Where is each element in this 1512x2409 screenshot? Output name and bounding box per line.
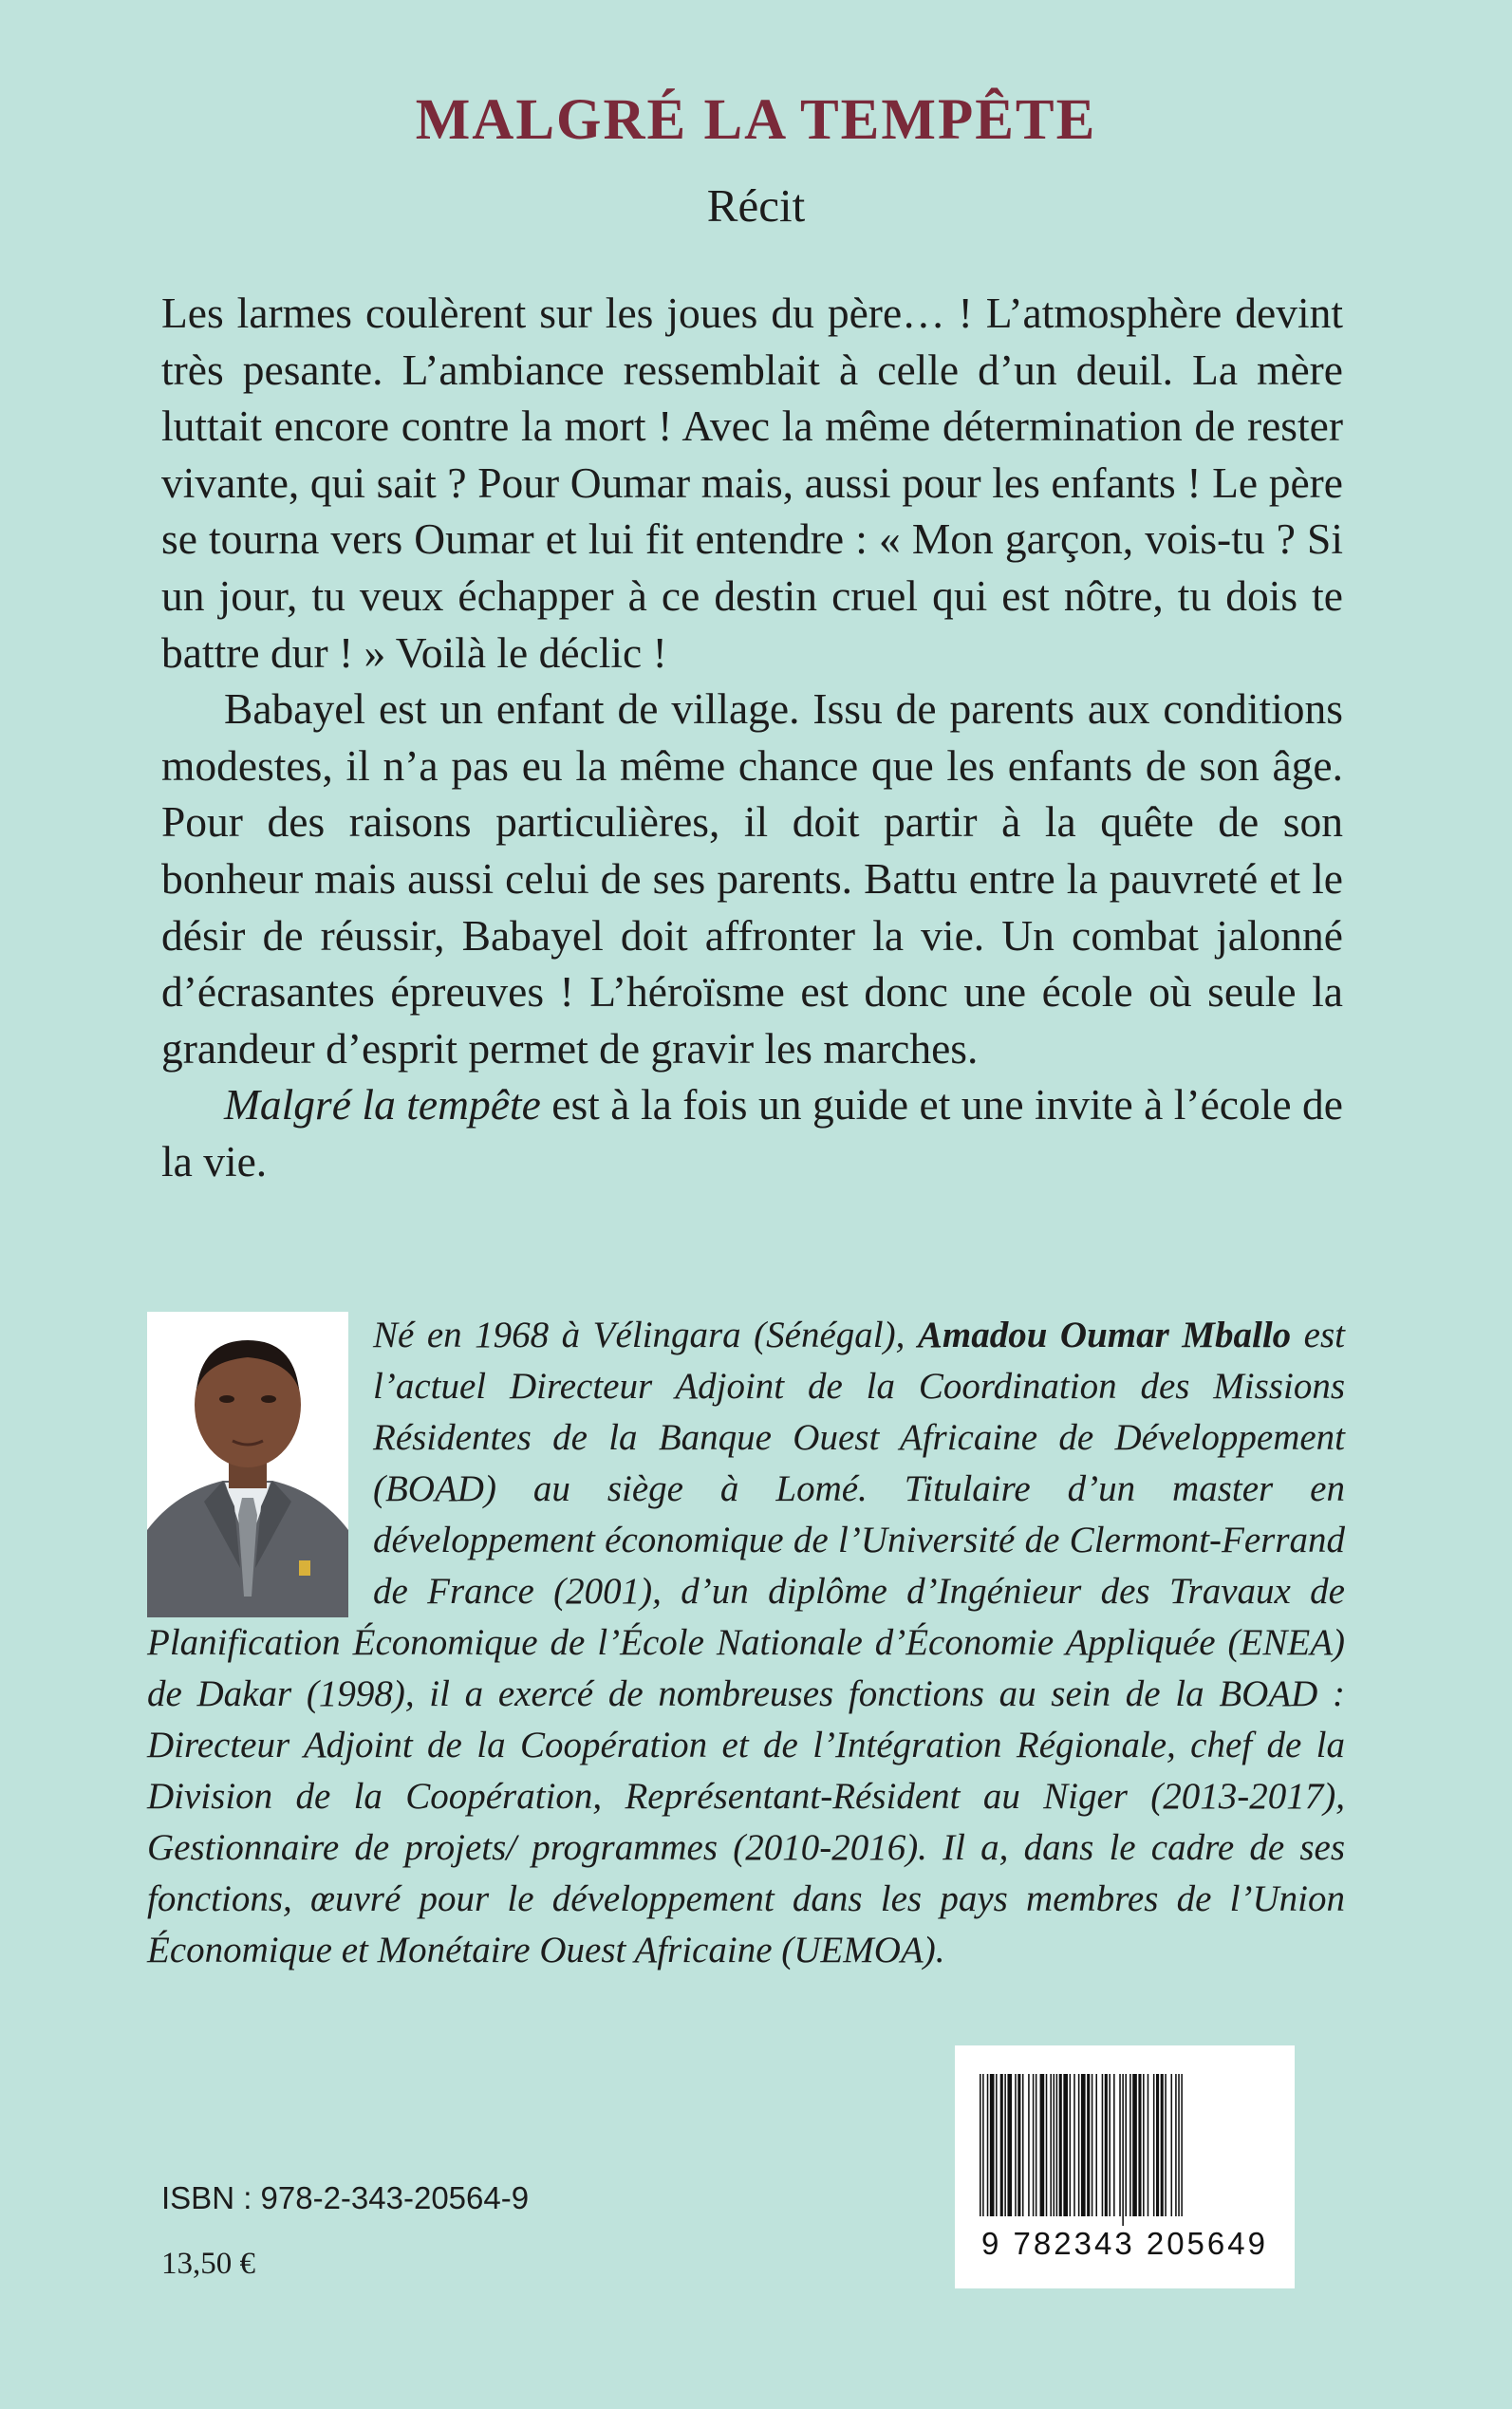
author-photo [147,1312,348,1617]
blurb-paragraph-3-text: est à la fois un guide et une invite à l’école de la vie. [161,1080,1343,1186]
back-cover-blurb [161,285,1343,1190]
author-bio-text: est l’actuel Directeur Adjoint de la Coordination des Missions Résidentes de la Banque Ouest Africaine de Développement (BOAD) au siège à Lomé. Titulaire d’un master en développement économique de l’Université de Clermont-Ferrand de France (2001), d’un diplôme d’Ingénieur des Travaux de Planification Économique de l’École Nationale d’Économie Appliquée (ENEA) de Dakar (1998), il a exercé de nombreuses fonctions au sein de la BOAD : Directeur Adjoint de la Coopération et de l’Intégration Régionale, chef de la Division de la Coopération, Représentant-Résident au Niger (2013-2017), Gestionnaire de projets/ programmes (2010-2016). Il a, dans le cadre de ses fonctions, œuvré pour le développement dans les pays membres de l’Union Économique et Monétaire Ouest Africaine (UEMOA). [147,1315,1345,1970]
barcode-digits: 9 782343 205649 [981,2226,1268,2261]
blurb-book-title: Malgré la tempête [224,1080,541,1130]
author-bio-prefix: Né en 1968 à Vélingara (Sénégal), [373,1315,918,1355]
barcode-bars [976,2074,1274,2226]
price: 13,50 € [161,2247,255,2281]
book-title: MALGRÉ LA TEMPÊTE [415,88,1097,152]
blurb-paragraph-3 [161,1076,1343,1189]
book-genre: Récit [706,179,806,232]
author-biography [147,1310,1345,1976]
isbn: ISBN : 978-2-343-20564-9 [161,2180,530,2215]
blurb-paragraph-1: Les larmes coulèrent sur les joues du père… ! L’atmosphère devint très pesante. L’ambiance ressemblait à celle d’un deuil. La mère luttait encore contre la mort ! Avec la même détermination de rester vivante, qui sait ? Pour Oumar mais, aussi pour les enfants ! Le père se tourna vers Oumar et lui fit entendre : « Mon garçon, vois-tu ? Si un jour, tu veux échapper à ce destin cruel qui est nôtre, tu dois te battre dur ! » Voilà le déclic ! [161,289,1343,677]
blurb-paragraph-2: Babayel est un enfant de village. Issu de parents aux conditions modestes, il n’a pas eu la même chance que les enfants de son âge. Pour des raisons particulières, il doit partir à la quête de son bonheur mais aussi celui de ses parents. Battu entre la pauvreté et le désir de réussir, Babayel doit affronter la vie. Un combat jalonné d’écrasantes épreuves ! L’héroïsme est donc une école où seule la grandeur d’esprit permet de gravir les marches. [161,684,1343,1073]
author-name: Amadou Oumar Mballo [917,1315,1292,1355]
barcode [955,2045,1295,2288]
